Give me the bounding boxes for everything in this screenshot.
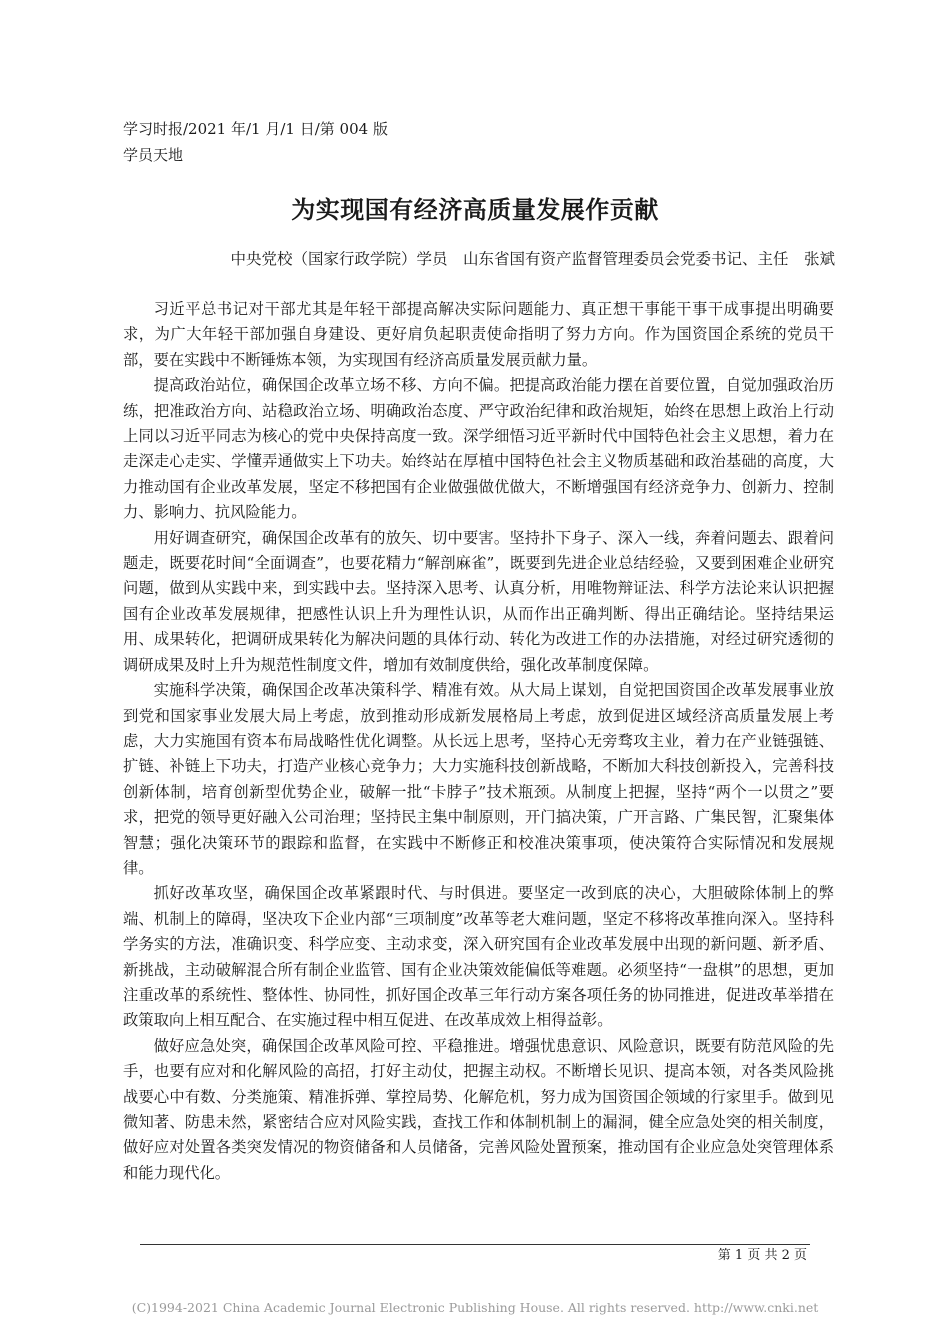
paragraph: 实施科学决策，确保国企改革决策科学、精准有效。从大局上谋划，自觉把国资国企改革发展事业放到党和国家事业发展大局上考虑，放到推动形成新发展格局上考虑，放到促进区域经济高质量发展上考虑，大力实施国有资本布局战略性优化调整。从长远上思考，坚持心无旁骛攻主业，着力在产业链强链、扩链、补链上下功夫，打造产业核心竞争力；大力实施科技创新战略，不断加大科技创新投入，完善科技创新体制，培育创新型优势企业，破解一批“卡脖子”技术瓶颈。从制度上把握，坚持“两个一以贯之”要求，把党的领导更好融入公司治理；坚持民主集中制原则，开门搞决策，广开言路、广集民智，汇聚集体智慧；强化决策环节的跟踪和监督，在实践中不断修正和校准决策事项，使决策符合实际情况和发展规律。 xyxy=(123,681,834,877)
page-indicator: 第 1 页 共 2 页 xyxy=(717,1248,807,1263)
article-byline: 中央党校（国家行政学院）学员 山东省国有资产监督管理委员会党委书记、主任 张斌 xyxy=(230,250,835,268)
paragraph: 提高政治站位，确保国企改革立场不移、方向不偏。把提高政治能力摆在首要位置，自觉加强政治历练，把准政治方向、站稳政治立场、明确政治态度、严守政治纪律和政治规矩，始终在思想上政治上行动上同以习近平同志为核心的党中央保持高度一致。深学细悟习近平新时代中国特色社会主义思想，着力在走深走心走实、学懂弄通做实上下功夫。始终站在厚植中国特色社会主义物质基础和政治基础的高度，大力推动国有企业改革发展，坚定不移把国有企业做强做优做大，不断增强国有经济竞争力、创新力、控制力、影响力、抗风险能力。 xyxy=(123,376,834,522)
paragraph: 习近平总书记对干部尤其是年轻干部提高解决实际问题能力、真正想干事能干事干成事提出明确要求，为广大年轻干部加强自身建设、更好肩负起职责使命指明了努力方向。作为国资国企系统的党员干部，要在实践中不断锤炼本领，为实现国有经济高质量发展贡献力量。 xyxy=(123,300,834,369)
paragraph: 做好应急处突，确保国企改革风险可控、平稳推进。增强忧患意识、风险意识，既要有防范风险的先手，也要有应对和化解风险的高招，打好主动仗，把握主动权。不断增长见识、提高本领，对各类风险挑战要心中有数、分类施策、精准拆弹、掌控局势、化解危机，努力成为国资国企领域的行家里手。做到见微知著、防患未然，紧密结合应对风险实践，查找工作和体制机制上的漏洞，健全应急处突的相关制度，做好应对处置各类突发情况的物资储备和人员储备，完善风险处置预案，推动国有企业应急处突管理体系和能力现代化。 xyxy=(123,1036,834,1182)
source-line: 学习时报/2021 年/1 月/1 日/第 004 版 xyxy=(123,120,388,138)
paragraph: 抓好改革攻坚，确保国企改革紧跟时代、与时俱进。要坚定一改到底的决心，大胆破除体制上的弊端、机制上的障碍，坚决攻下企业内部“三项制度”改革等老大难问题，坚定不移将改革推向深入。坚持科学务实的方法，准确识变、科学应变、主动求变，深入研究国有企业改革发展中出现的新问题、新矛盾、新挑战，主动破解混合所有制企业监管、国有企业决策效能偏低等难题。必须坚持“一盘棋”的思想，更加注重改革的系统性、整体性、协同性，抓好国企改革三年行动方案各项任务的协同推进，促进改革举措在政策取向上相互配合、在实施过程中相互促进、在改革成效上相得益彰。 xyxy=(123,884,834,1030)
article-meta xyxy=(123,116,388,168)
column-name: 学员天地 xyxy=(123,146,184,164)
article-title: 为实现国有经济高质量发展作贡献 xyxy=(291,196,659,224)
article-body xyxy=(123,297,834,1186)
paragraph: 用好调查研究，确保国企改革有的放矢、切中要害。坚持扑下身子、深入一线，奔着问题去、跟着问题走，既要花时间“全面调查”，也要花精力“解剖麻雀”，既要到先进企业总结经验，又要到困难企业研究问题，做到从实践中来，到实践中去。坚持深入思考、认真分析，用唯物辩证法、科学方法论来认识把握国有企业改革发展规律，把感性认识上升为理性认识，从而作出正确判断、得出正确结论。坚持结果运用、成果转化，把调研成果转化为解决问题的具体行动、转化为改进工作的办法措施，对经过研究透彻的调研成果及时上升为规范性制度文件，增加有效制度供给，强化改革制度保障。 xyxy=(123,528,834,674)
footer-divider xyxy=(140,1244,810,1245)
copyright-watermark: (C)1994-2021 China Academic Journal Electronic Publishing House. All rights reserved. http://www.cnki.net xyxy=(131,1300,819,1315)
